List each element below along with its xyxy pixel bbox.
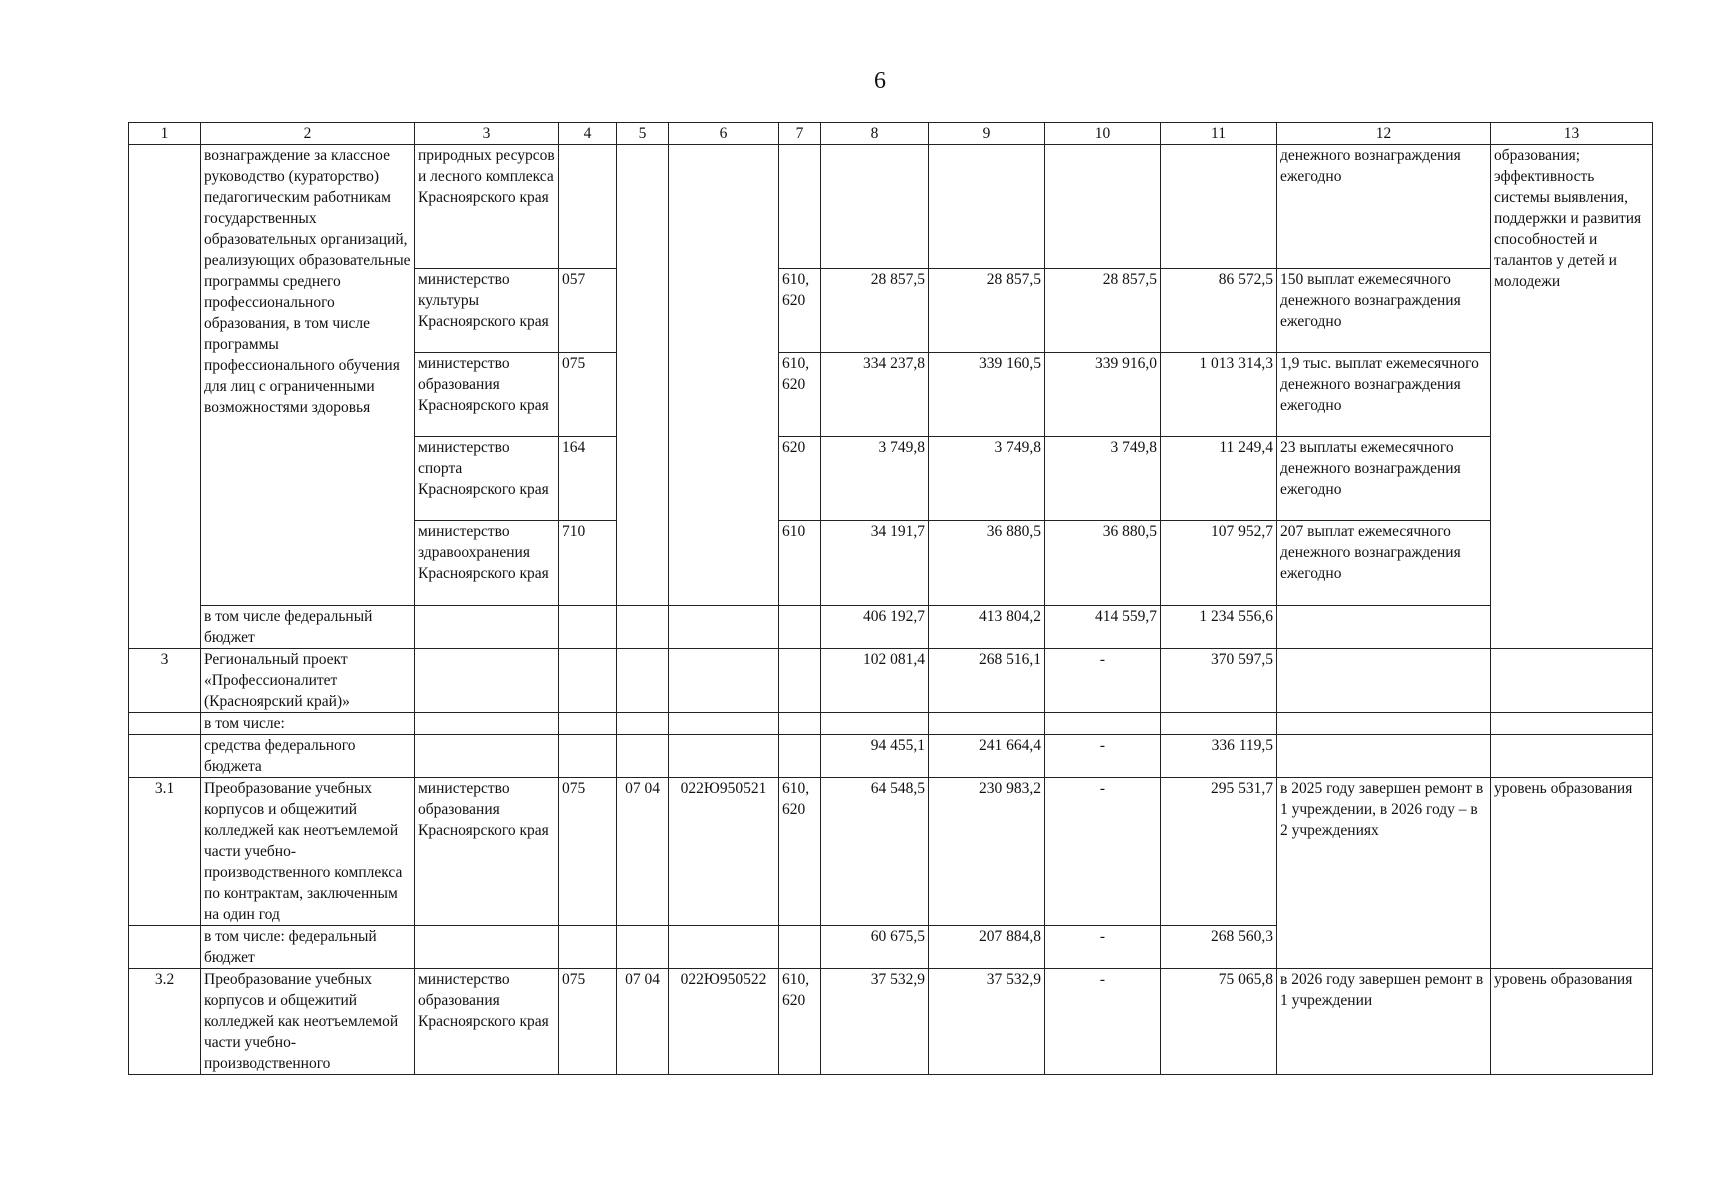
- table-row: [129, 778, 1653, 926]
- empty-cell: [1277, 649, 1491, 713]
- amount-total: 86 572,5: [1161, 269, 1277, 353]
- column-header: 13: [1491, 123, 1653, 145]
- type-cell: 620: [779, 437, 821, 521]
- amount-2025: 102 081,4: [821, 649, 929, 713]
- amount-total: 268 560,3: [1161, 926, 1277, 969]
- agency-cell: министерство образования Красноярского края: [415, 969, 559, 1075]
- empty-cell: [559, 735, 617, 778]
- section-cell: 07 04: [617, 969, 669, 1075]
- empty-cell: [821, 713, 929, 735]
- section-cell: [617, 145, 669, 606]
- empty-cell: [669, 735, 779, 778]
- empty-cell: [779, 926, 821, 969]
- column-header: 4: [559, 123, 617, 145]
- amount-2027: -: [1045, 926, 1161, 969]
- code-cell: 164: [559, 437, 617, 521]
- amount-2027: 3 749,8: [1045, 437, 1161, 521]
- row-number-cell: 3.1: [129, 778, 201, 926]
- column-header: 5: [617, 123, 669, 145]
- empty-cell: [617, 926, 669, 969]
- agency-cell: министерство образования Красноярского края: [415, 778, 559, 926]
- code-cell: 710: [559, 521, 617, 606]
- empty-cell: [129, 735, 201, 778]
- indicator-cell: уровень образования: [1491, 778, 1653, 969]
- type-cell: 610, 620: [779, 353, 821, 437]
- amount-2025: 34 191,7: [821, 521, 929, 606]
- table-row: [129, 969, 1653, 1075]
- amount-2025: 334 237,8: [821, 353, 929, 437]
- result-cell: в 2026 году завершен ремонт в 1 учреждении: [1277, 969, 1491, 1075]
- column-header: 3: [415, 123, 559, 145]
- amount-cell: [1161, 145, 1277, 269]
- empty-cell: [779, 649, 821, 713]
- empty-cell: [617, 735, 669, 778]
- agency-cell: министерство образования Красноярского края: [415, 353, 559, 437]
- empty-cell: [415, 649, 559, 713]
- amount-2027: 339 916,0: [1045, 353, 1161, 437]
- amount-total: 295 531,7: [1161, 778, 1277, 926]
- csr-cell: [669, 145, 779, 606]
- result-cell: в 2025 году завершен ремонт в 1 учреждении, в 2026 году – в 2 учреждениях: [1277, 778, 1491, 969]
- empty-cell: [779, 713, 821, 735]
- empty-cell: [559, 649, 617, 713]
- empty-cell: [1491, 735, 1653, 778]
- amount-total: 107 952,7: [1161, 521, 1277, 606]
- indicator-cell: уровень образования: [1491, 969, 1653, 1075]
- agency-cell: министерство здравоохранения Красноярского края: [415, 521, 559, 606]
- column-header: 10: [1045, 123, 1161, 145]
- amount-2026: 230 983,2: [929, 778, 1045, 926]
- table-row: [129, 649, 1653, 713]
- empty-cell: [617, 649, 669, 713]
- column-header: 9: [929, 123, 1045, 145]
- empty-cell: [1277, 606, 1491, 649]
- amount-2026: 339 160,5: [929, 353, 1045, 437]
- amount-2027: 36 880,5: [1045, 521, 1161, 606]
- amount-2026: 241 664,4: [929, 735, 1045, 778]
- amount-2026: 413 804,2: [929, 606, 1045, 649]
- type-cell: 610: [779, 521, 821, 606]
- column-header: 8: [821, 123, 929, 145]
- project-title: Региональный проект «Профессионалитет (Красноярский край)»: [201, 649, 415, 713]
- table-row: [129, 606, 1653, 649]
- csr-cell: 022Ю950521: [669, 778, 779, 926]
- amount-total: 370 597,5: [1161, 649, 1277, 713]
- type-cell: 610, 620: [779, 969, 821, 1075]
- amount-total: 11 249,4: [1161, 437, 1277, 521]
- table-row: [129, 735, 1653, 778]
- column-header: 2: [201, 123, 415, 145]
- empty-cell: [129, 926, 201, 969]
- empty-cell: [1161, 713, 1277, 735]
- empty-cell: [415, 735, 559, 778]
- agency-cell: министерство культуры Красноярского края: [415, 269, 559, 353]
- empty-cell: [1491, 649, 1653, 713]
- column-header: 6: [669, 123, 779, 145]
- amount-2025: 37 532,9: [821, 969, 929, 1075]
- column-number-row: [129, 123, 1653, 145]
- empty-cell: [1045, 713, 1161, 735]
- empty-cell: [415, 606, 559, 649]
- federal-budget-label: в том числе федеральный бюджет: [201, 606, 415, 649]
- amount-2026: 36 880,5: [929, 521, 1045, 606]
- empty-cell: [617, 606, 669, 649]
- amount-2027: 414 559,7: [1045, 606, 1161, 649]
- empty-cell: [559, 926, 617, 969]
- amount-2027: -: [1045, 649, 1161, 713]
- amount-2025: 94 455,1: [821, 735, 929, 778]
- amount-total: 1 234 556,6: [1161, 606, 1277, 649]
- amount-total: 336 119,5: [1161, 735, 1277, 778]
- measure-description: Преобразование учебных корпусов и общежитий колледжей как неотъемлемой части учебно-производственного: [201, 969, 415, 1075]
- amount-2026: 37 532,9: [929, 969, 1045, 1075]
- amount-2027: -: [1045, 778, 1161, 926]
- code-cell: 057: [559, 269, 617, 353]
- csr-cell: 022Ю950522: [669, 969, 779, 1075]
- empty-cell: [669, 649, 779, 713]
- amount-total: 1 013 314,3: [1161, 353, 1277, 437]
- including-label: в том числе:: [201, 713, 415, 735]
- empty-cell: [1277, 713, 1491, 735]
- empty-cell: [779, 606, 821, 649]
- empty-cell: [669, 926, 779, 969]
- agency-cell: природных ресурсов и лесного комплекса Красноярского края: [415, 145, 559, 269]
- amount-2025: 3 749,8: [821, 437, 929, 521]
- row-number-cell: [129, 145, 201, 649]
- amount-2027: -: [1045, 969, 1161, 1075]
- type-cell: 610, 620: [779, 778, 821, 926]
- empty-cell: [559, 713, 617, 735]
- result-cell: денежного вознаграждения ежегодно: [1277, 145, 1491, 269]
- federal-funds-label: средства федерального бюджета: [201, 735, 415, 778]
- measure-description: Преобразование учебных корпусов и общежитий колледжей как неотъемлемой части учебно-производственного комплекса по контрактам, заключенным на один год: [201, 778, 415, 926]
- type-cell: 610, 620: [779, 269, 821, 353]
- empty-cell: [415, 713, 559, 735]
- empty-cell: [1277, 735, 1491, 778]
- column-header: 7: [779, 123, 821, 145]
- page-number: 6: [874, 68, 886, 94]
- result-cell: 23 выплаты ежемесячного денежного вознаграждения ежегодно: [1277, 437, 1491, 521]
- amount-2026: 268 516,1: [929, 649, 1045, 713]
- empty-cell: [129, 713, 201, 735]
- code-cell: 075: [559, 353, 617, 437]
- amount-2026: 28 857,5: [929, 269, 1045, 353]
- row-number-cell: 3: [129, 649, 201, 713]
- amount-2025: 406 192,7: [821, 606, 929, 649]
- empty-cell: [669, 713, 779, 735]
- result-cell: 207 выплат ежемесячного денежного вознаграждения ежегодно: [1277, 521, 1491, 606]
- result-cell: 1,9 тыс. выплат ежемесячного денежного вознаграждения ежегодно: [1277, 353, 1491, 437]
- code-cell: [559, 145, 617, 269]
- table-row: [129, 713, 1653, 735]
- amount-total: 75 065,8: [1161, 969, 1277, 1075]
- result-cell: 150 выплат ежемесячного денежного вознаграждения ежегодно: [1277, 269, 1491, 353]
- code-cell: 075: [559, 969, 617, 1075]
- row-number-cell: 3.2: [129, 969, 201, 1075]
- empty-cell: [617, 713, 669, 735]
- indicator-cell: образования; эффективность системы выявления, поддержки и развития способностей и талантов у детей и молодежи: [1491, 145, 1653, 649]
- amount-2027: -: [1045, 735, 1161, 778]
- amount-cell: [929, 145, 1045, 269]
- amount-cell: [821, 145, 929, 269]
- table-row: [129, 145, 1653, 269]
- column-header: 1: [129, 123, 201, 145]
- amount-2025: 28 857,5: [821, 269, 929, 353]
- code-cell: 075: [559, 778, 617, 926]
- amount-2026: 3 749,8: [929, 437, 1045, 521]
- section-cell: 07 04: [617, 778, 669, 926]
- amount-2025: 60 675,5: [821, 926, 929, 969]
- empty-cell: [929, 713, 1045, 735]
- empty-cell: [415, 926, 559, 969]
- federal-budget-label: в том числе: федеральный бюджет: [201, 926, 415, 969]
- column-header: 11: [1161, 123, 1277, 145]
- type-cell: [779, 145, 821, 269]
- empty-cell: [1491, 713, 1653, 735]
- amount-cell: [1045, 145, 1161, 269]
- column-header: 12: [1277, 123, 1491, 145]
- amount-2026: 207 884,8: [929, 926, 1045, 969]
- amount-2025: 64 548,5: [821, 778, 929, 926]
- amount-2027: 28 857,5: [1045, 269, 1161, 353]
- empty-cell: [779, 735, 821, 778]
- agency-cell: министерство спорта Красноярского края: [415, 437, 559, 521]
- empty-cell: [669, 606, 779, 649]
- budget-table: [128, 122, 1653, 1075]
- measure-description: вознаграждение за классное руководство (кураторство) педагогическим работникам государственных образовательных организаций, реализующих образовательные программы среднего профессионального образования, в том числе программы профессионального обучения для лиц с ограниченными возможностями здоровья: [201, 145, 415, 606]
- empty-cell: [559, 606, 617, 649]
